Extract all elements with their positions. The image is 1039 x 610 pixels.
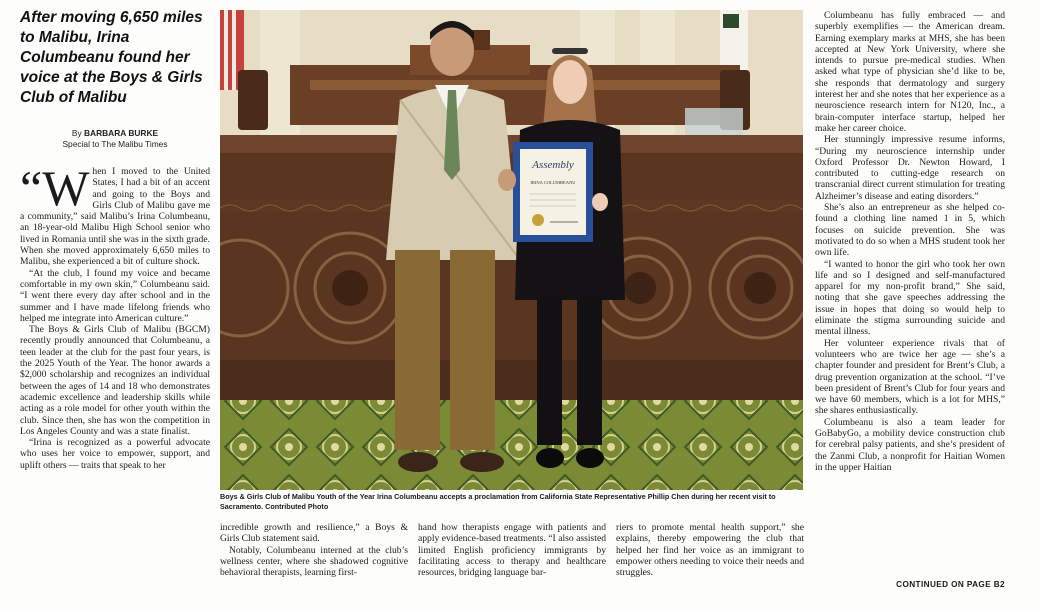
certificate-title: Assembly xyxy=(532,159,574,171)
paragraph: incredible growth and resilience,” a Boys & Girls Club statement said. xyxy=(220,522,408,545)
paragraph: Her volunteer experience rivals that of volunteers who are twice her age — she’s a chapter founder and president for Brent’s Club, a drug prevention organization at the school. “I’ve been president of Brent’s Club for four years and we have 60 members, which is a lot for MHS,” she shares enthusiastically. xyxy=(815,337,1005,417)
paragraph: riers to promote mental health support,” she explains, thereby empowering the club that helped her find her voice as an immigrant to empower others needing to voice their needs and struggles. xyxy=(616,522,804,579)
paragraph: Columbeanu is also a team leader for GoBabyGo, a mobility device construction club for cerebral palsy patients, and she’s president of the Zanmi Club, a nonprofit for Haitian Women in the upper Haitian xyxy=(815,416,1005,473)
photo-caption: Boys & Girls Club of Malibu Youth of the Year Irina Columbeanu accepts a proclamation from California State Representative Phillip Chen during her recent visit to Sacramento. Contributed Photo xyxy=(220,492,776,511)
certificate-name: IRINA COLUMBEANU xyxy=(530,180,576,185)
byline-prefix: By xyxy=(71,128,82,138)
article-column-5 xyxy=(815,10,1005,578)
article-photo xyxy=(220,10,803,490)
paragraph: Notably, Columbeanu interned at the club’s wellness center, where she shadowed cognitive behavioral therapists, learning first- xyxy=(220,544,408,579)
paragraph: She’s also an entrepreneur as she helped co-found a clothing line named 1 in 5, which focuses on suicide prevention. She was motivated to do so when a MHS student took her own life. xyxy=(815,202,1005,259)
drop-cap: “W xyxy=(20,166,90,216)
paragraph: “I wanted to honor the girl who took her own life and so I designed and self-manufactured apparel for my non-profit brand,” She said, noting that she gave speeches addressing the issue in hopes that doing so would help to eliminate the stigma surrounding suicide and mental illness. xyxy=(815,258,1005,338)
byline-role: Special to The Malibu Times xyxy=(62,139,168,149)
lead-paragraph xyxy=(20,166,210,268)
article-column-4 xyxy=(616,522,804,592)
paragraph: “Irina is recognized as a powerful advocate who uses her voice to empower, support, and uplift others — traits that speak to her xyxy=(20,437,210,471)
article-column-1 xyxy=(20,166,210,606)
certificate xyxy=(513,142,593,242)
article-column-3 xyxy=(418,522,606,592)
paragraph: Columbeanu has fully embraced — and superbly exemplifies — the American dream. Earning exemplary marks at MHS, she has been accepted at New York University, where she intends to pursue pre-medical studies. When asked what type of physician she’d like to be, she responds that dermatology and surgery interest her and she notes that her experience as a neuroscience research intern for N120, Inc., a brain-computer interface startup, helped her make her career choice. xyxy=(815,10,1005,134)
assembly-chamber-photo xyxy=(220,10,803,490)
continued-on-page-link[interactable]: CONTINUED ON PAGE B2 xyxy=(896,580,1005,589)
lead-text: hen I moved to the United States, I had a bit of an accent and going to the Boys and Girls Club of Malibu gave me a community,” said Malibu’s Irina Columbeanu, an 18-year-old Malibu High School senior who lived in Romania until she was in the sixth grade. When she moved approximately 6,650 miles to Malibu, she experienced a bit of culture shock. xyxy=(20,166,210,268)
headline: After moving 6,650 miles to Malibu, Irina Columbeanu found her voice at the Boys & Girls Club of Malibu xyxy=(20,9,203,106)
paragraph: The Boys & Girls Club of Malibu (BGCM) recently proudly announced that Columbeanu, a teen leader at the club for the past four years, is the 2025 Youth of the Year. The honor awards a $2,000 scholarship and recognizes an individual between the ages of 14 and 18 who demonstrates academic excellence and leadership skills while acting as a role model for other youth within the club. Since then, she has won the competition in Los Angeles County and was a state finalist. xyxy=(20,324,210,437)
paragraph: “At the club, I found my voice and became comfortable in my own skin,” Columbeanu said. “I went there every day after school and in the summer and I have made lifelong friends who helped me integrate into American culture.” xyxy=(20,267,210,324)
paragraph: hand how therapists engage with patients and apply evidence-based treatments. “I also assisted limited English proficiency immigrants by facilitating access to therapy and healthcare resources, bridging language bar- xyxy=(418,522,606,579)
byline xyxy=(20,128,210,150)
article-column-2 xyxy=(220,522,408,592)
paragraph: Her stunningly impressive resume informs, “During my neuroscience internship under Oxford Professor Dr. Newton Howard, I contributed to cutting-edge research on transcranial direct current stimulation for treating Alzheimer’s disease and eating disorders.” xyxy=(815,134,1005,202)
byline-author: BARBARA BURKE xyxy=(83,128,159,138)
